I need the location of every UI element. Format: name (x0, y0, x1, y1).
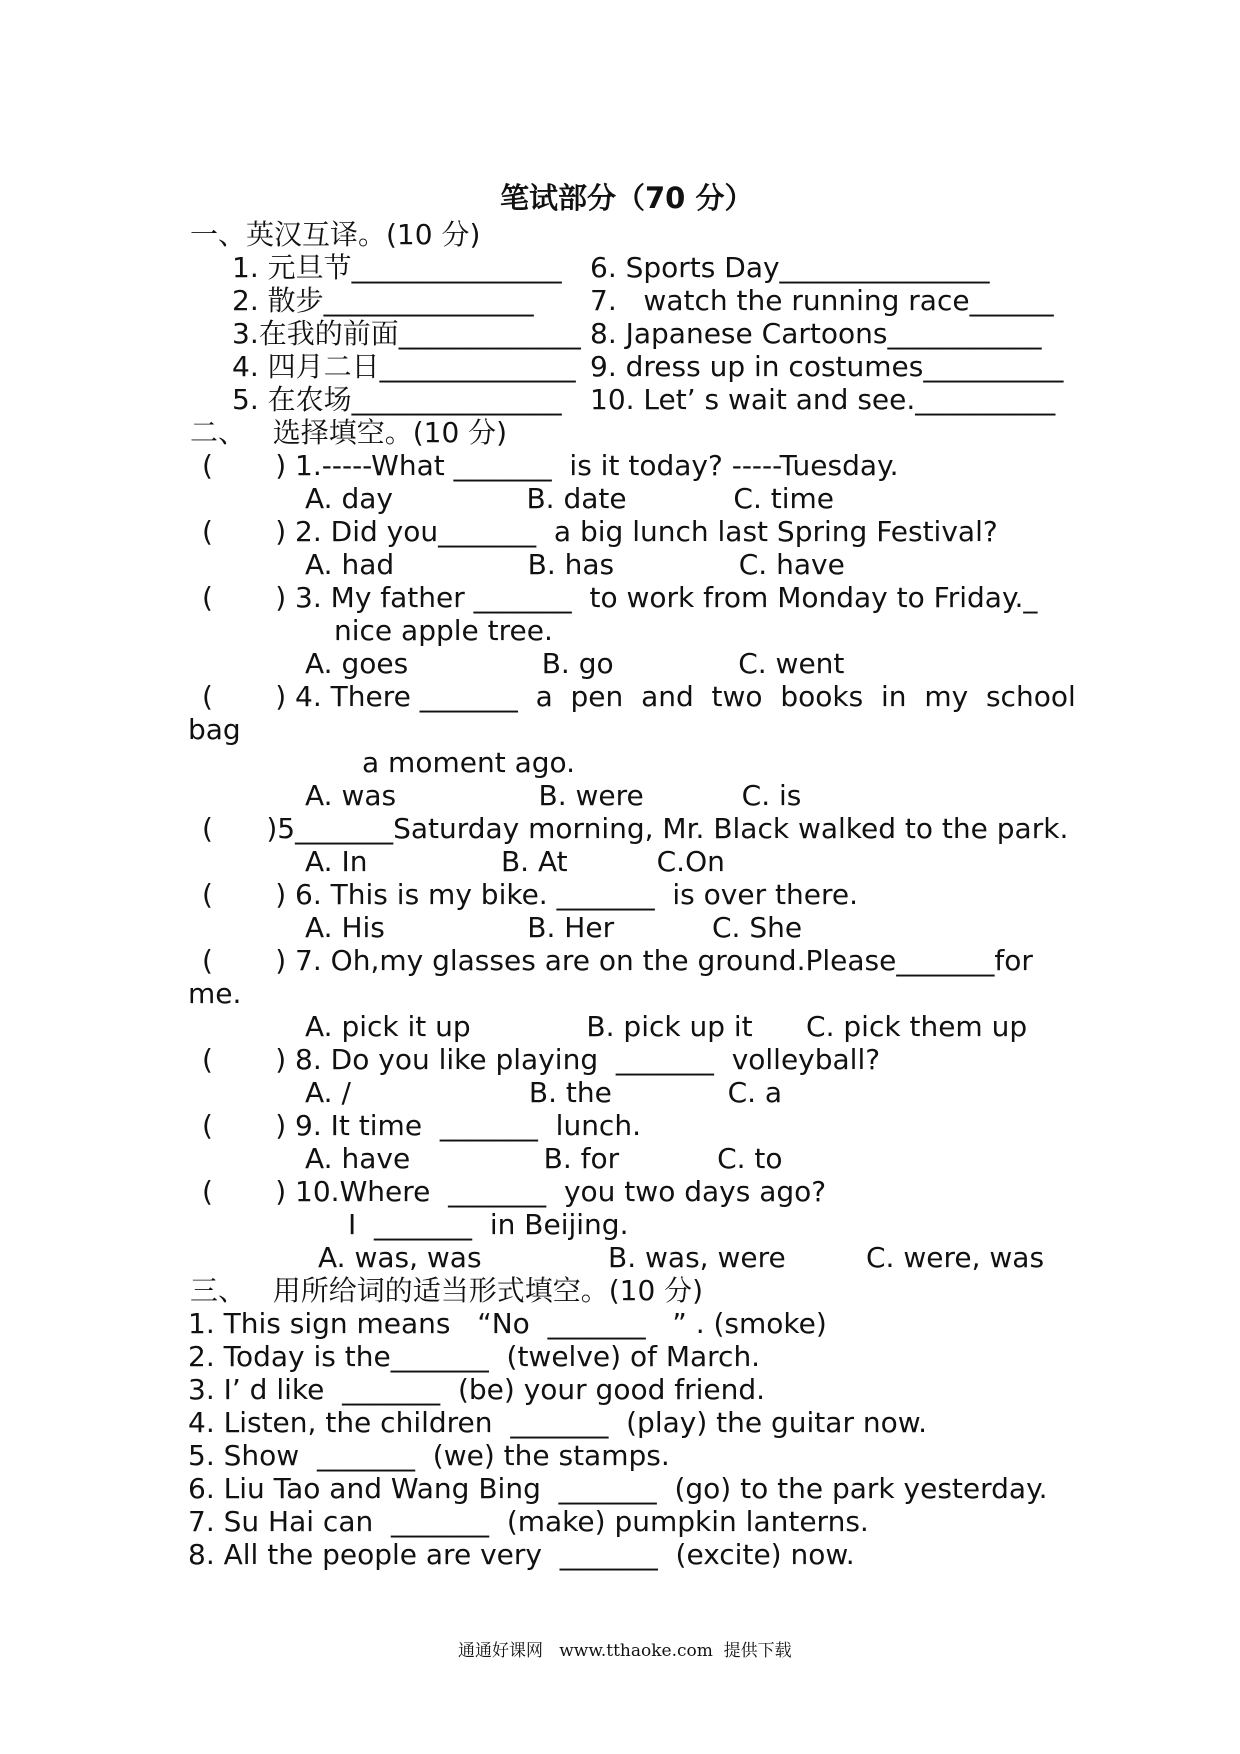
section1-left-item: 5. 在农场_______________ (232, 383, 562, 416)
fill-item-7: 7. Su Hai can _______ (make) pumpkin lanterns. (188, 1505, 869, 1538)
question-3-continuation: nice apple tree. (334, 614, 553, 647)
question-4-options: A. was B. were C. is (305, 779, 802, 812)
question-2-options: A. had B. has C. have (305, 548, 845, 581)
section3-heading: 三、 用所给词的适当形式填空。(10 分) (190, 1274, 704, 1307)
question-8-options: A. / B. the C. a (305, 1076, 783, 1109)
fill-item-5: 5. Show _______ (we) the stamps. (188, 1439, 670, 1472)
section1-right-item: 7. watch the running race______ (590, 284, 1054, 317)
section1-right-item: 9. dress up in costumes__________ (590, 350, 1064, 383)
section1-right-item: 10. Let’ s wait and see.__________ (590, 383, 1056, 416)
section1-heading: 一、英汉互译。(10 分) (190, 218, 481, 251)
section1-left-item: 2. 散步_______________ (232, 284, 534, 317)
question-9: ( ) 9. It time _______ lunch. (202, 1109, 641, 1142)
fill-item-3: 3. I’ d like _______ (be) your good friend. (188, 1373, 766, 1406)
footer-credit: 通通好课网 www.tthaoke.com 提供下载 (458, 1641, 792, 1661)
question-2: ( ) 2. Did you_______ a big lunch last Spring Festival? (202, 515, 998, 548)
fill-item-1: 1. This sign means “No _______ ” . (smoke) (188, 1307, 827, 1340)
question-5: ( )5_______Saturday morning, Mr. Black walked to the park. (202, 812, 1069, 845)
question-6: ( ) 6. This is my bike. _______ is over there. (202, 878, 858, 911)
question-7-continuation: me. (188, 977, 242, 1010)
section2-heading: 二、 选择填空。(10 分) (190, 416, 508, 449)
question-3: ( ) 3. My father _______ to work from Monday to Friday._ (202, 581, 1038, 614)
fill-item-4: 4. Listen, the children _______ (play) the guitar now. (188, 1406, 927, 1439)
question-4-continuation: a moment ago. (362, 746, 576, 779)
question-4-continuation: bag (188, 713, 241, 746)
page-title: 笔试部分（70 分） (500, 181, 754, 215)
section1-left-item: 4. 四月二日______________ (232, 350, 576, 383)
question-10-option-c: C. were, was (866, 1241, 1045, 1274)
question-1: ( ) 1.-----What _______ is it today? -----Tuesday. (202, 449, 899, 482)
question-10-option-a: A. was, was (318, 1241, 482, 1274)
question-8: ( ) 8. Do you like playing _______ volleyball? (202, 1043, 881, 1076)
question-5-options: A. In B. At C.On (305, 845, 725, 878)
question-9-options: A. have B. for C. to (305, 1142, 783, 1175)
fill-item-6: 6. Liu Tao and Wang Bing _______ (go) to the park yesterday. (188, 1472, 1048, 1505)
section1-left-item: 3.在我的前面_____________ (232, 317, 581, 350)
section1-left-item: 1. 元旦节_______________ (232, 251, 562, 284)
question-3-options: A. goes B. go C. went (305, 647, 845, 680)
fill-item-8: 8. All the people are very _______ (excite) now. (188, 1538, 855, 1571)
question-7-options: A. pick it up B. pick up it C. pick them up (305, 1010, 1028, 1043)
question-4: ( ) 4. There _______ a pen and two books in my school (202, 680, 1076, 713)
question-6-options: A. His B. Her C. She (305, 911, 803, 944)
section1-right-item: 8. Japanese Cartoons___________ (590, 317, 1042, 350)
question-10-continuation: I _______ in Beijing. (348, 1208, 629, 1241)
question-10-option-b: B. was, were (608, 1241, 786, 1274)
fill-item-2: 2. Today is the_______ (twelve) of March. (188, 1340, 761, 1373)
question-10: ( ) 10.Where _______ you two days ago? (202, 1175, 827, 1208)
question-7: ( ) 7. Oh,my glasses are on the ground.Please_______for (202, 944, 1033, 977)
question-1-options: A. day B. date C. time (305, 482, 835, 515)
section1-right-item: 6. Sports Day_______________ (590, 251, 990, 284)
